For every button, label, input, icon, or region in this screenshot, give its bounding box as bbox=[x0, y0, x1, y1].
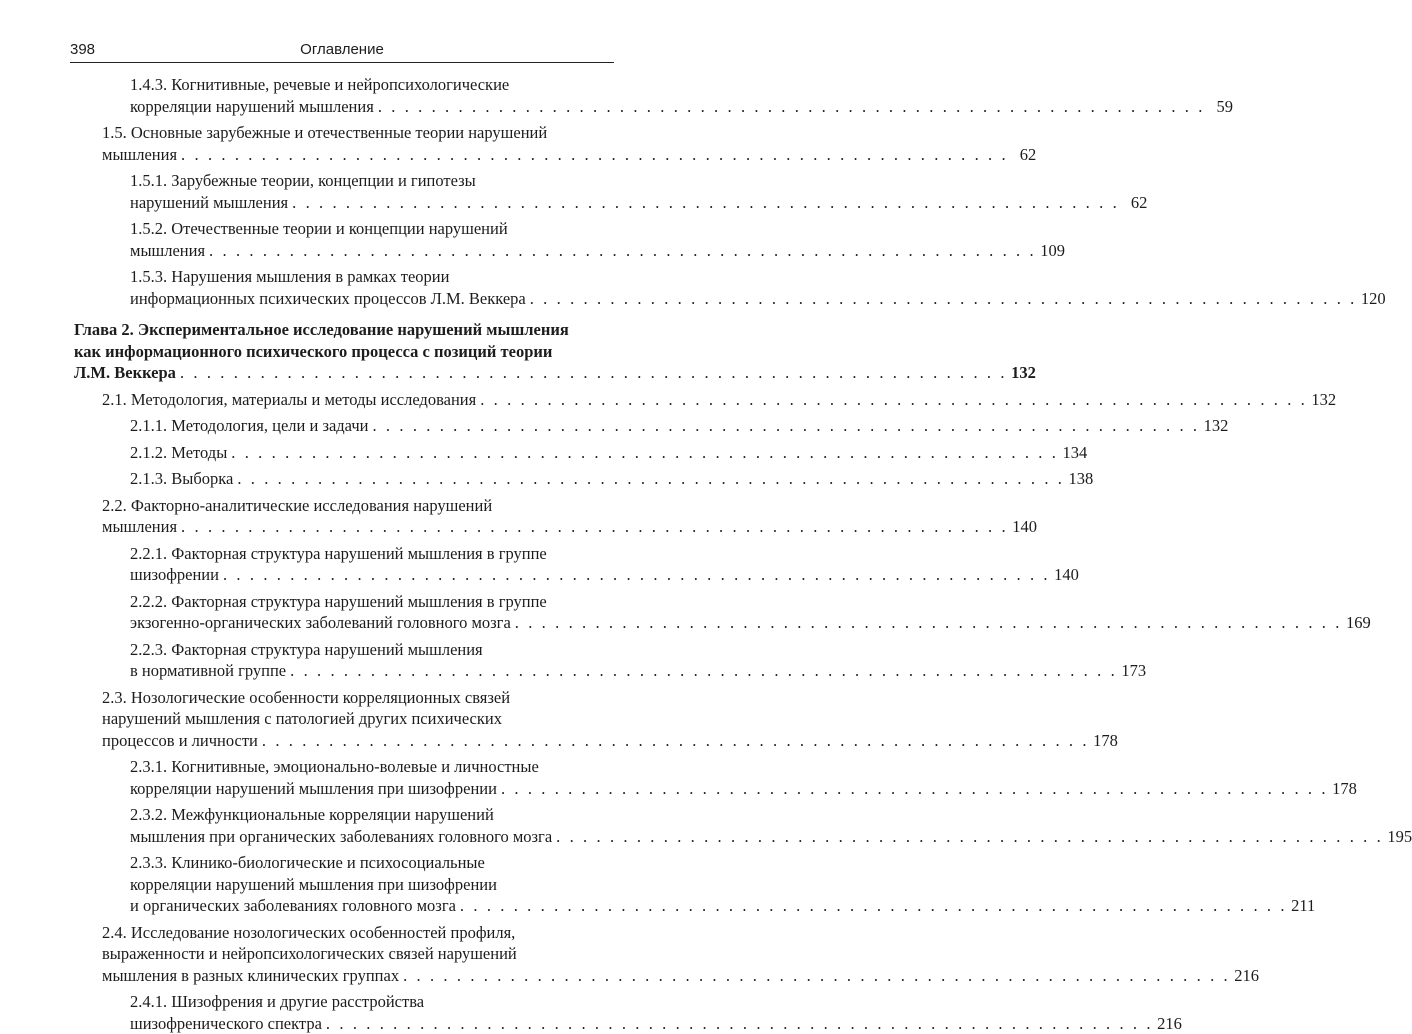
toc-page-number: 120 bbox=[1361, 288, 1386, 310]
toc-entry-line: нарушений мышления bbox=[130, 192, 288, 214]
dot-leader: . . . . . . . . . . . . . . . . . . . . . . . . . . . . . . . . . . . . . . . . . . . . . . . . . . . . . . . . . . . . . . bbox=[460, 895, 1287, 917]
toc-entry-line: 2.2.1. Факторная структура нарушений мышления в группе bbox=[130, 543, 614, 565]
dot-leader: . . . . . . . . . . . . . . . . . . . . . . . . . . . . . . . . . . . . . . . . . . . . . . . . . . . . . . . . . . . . . . bbox=[231, 442, 1058, 464]
running-title: Оглавление bbox=[70, 41, 614, 58]
toc-entry-line: 1.5.3. Нарушения мышления в рамках теории bbox=[130, 266, 614, 288]
toc-entry bbox=[74, 922, 614, 987]
toc-entry bbox=[74, 74, 614, 117]
toc-entry-line: 1.5.1. Зарубежные теории, концепции и гипотезы bbox=[130, 170, 614, 192]
toc-page-number: 211 bbox=[1291, 895, 1315, 917]
toc-entry-last-line bbox=[130, 442, 614, 464]
toc-entry bbox=[74, 389, 614, 411]
toc-entry-last-line bbox=[130, 415, 614, 437]
toc-entry bbox=[74, 266, 614, 309]
toc-entry-line: Глава 2. Экспериментальное исследование нарушений мышления bbox=[74, 319, 614, 341]
toc-entry-line: выраженности и нейропсихологических связей нарушений bbox=[102, 943, 614, 965]
toc-entry-line: 2.4. Исследование нозологических особенностей профиля, bbox=[102, 922, 614, 944]
dot-leader: . . . . . . . . . . . . . . . . . . . . . . . . . . . . . . . . . . . . . . . . . . . . . . . . . . . . . . . . . . . . . . bbox=[292, 192, 1119, 214]
toc-entry bbox=[74, 170, 614, 213]
toc-entry-line: 2.1.2. Методы bbox=[130, 442, 227, 464]
toc-entry-line: в нормативной группе bbox=[130, 660, 286, 682]
toc-page-number: 140 bbox=[1012, 516, 1037, 538]
toc-entry-last-line bbox=[130, 895, 614, 917]
page-number: 398 bbox=[70, 41, 95, 58]
toc-entry-line: как информационного психического процесса с позиций теории bbox=[74, 341, 614, 363]
toc-entry-line: 1.4.3. Когнитивные, речевые и нейропсихологические bbox=[130, 74, 614, 96]
toc-entry bbox=[74, 756, 614, 799]
toc-page-number: 62 bbox=[1012, 144, 1036, 166]
dot-leader: . . . . . . . . . . . . . . . . . . . . . . . . . . . . . . . . . . . . . . . . . . . . . . . . . . . . . . . . . . . . . . bbox=[556, 826, 1383, 848]
toc-entry-line: 1.5.2. Отечественные теории и концепции нарушений bbox=[130, 218, 614, 240]
toc-page-number: 132 bbox=[1204, 415, 1229, 437]
toc-page-number: 62 bbox=[1123, 192, 1147, 214]
toc-entry-last-line bbox=[102, 516, 614, 538]
book-page bbox=[0, 0, 674, 964]
toc-entry-line: информационных психических процессов Л.М. Веккера bbox=[130, 288, 526, 310]
toc-page-number: 195 bbox=[1387, 826, 1412, 848]
dot-leader: . . . . . . . . . . . . . . . . . . . . . . . . . . . . . . . . . . . . . . . . . . . . . . . . . . . . . . . . . . . . . . bbox=[372, 415, 1199, 437]
toc-entry-last-line bbox=[130, 660, 614, 682]
toc-page-number: 109 bbox=[1040, 240, 1065, 262]
toc-entry-last-line bbox=[74, 362, 614, 384]
toc-entry bbox=[74, 852, 614, 917]
toc-page-number: 132 bbox=[1311, 389, 1336, 411]
toc-entry-line: 2.3.3. Клинико-биологические и психосоциальные bbox=[130, 852, 614, 874]
toc-entry-last-line bbox=[102, 389, 614, 411]
toc-entry-line: корреляции нарушений мышления при шизофрении bbox=[130, 874, 614, 896]
toc-entry bbox=[74, 442, 614, 464]
toc-entry bbox=[74, 991, 614, 1034]
dot-leader: . . . . . . . . . . . . . . . . . . . . . . . . . . . . . . . . . . . . . . . . . . . . . . . . . . . . . . . . . . . . . . bbox=[180, 362, 1007, 384]
toc-entry-line: корреляции нарушений мышления bbox=[130, 96, 374, 118]
toc-entry-last-line bbox=[130, 564, 614, 586]
dot-leader: . . . . . . . . . . . . . . . . . . . . . . . . . . . . . . . . . . . . . . . . . . . . . . . . . . . . . . . . . . . . . . bbox=[501, 778, 1328, 800]
dot-leader: . . . . . . . . . . . . . . . . . . . . . . . . . . . . . . . . . . . . . . . . . . . . . . . . . . . . . . . . . . . . . . bbox=[480, 389, 1307, 411]
toc-entry-last-line bbox=[102, 965, 614, 987]
toc-entry-line: 2.2. Факторно-аналитические исследования нарушений bbox=[102, 495, 614, 517]
toc-entry bbox=[74, 468, 614, 490]
dot-leader: . . . . . . . . . . . . . . . . . . . . . . . . . . . . . . . . . . . . . . . . . . . . . . . . . . . . . . . . . . . . . . bbox=[262, 730, 1089, 752]
toc-page-number: 178 bbox=[1332, 778, 1357, 800]
table-of-contents bbox=[74, 74, 614, 1034]
toc-entry-line: мышления bbox=[130, 240, 205, 262]
toc-page-number: 138 bbox=[1069, 468, 1094, 490]
toc-page-number: 59 bbox=[1209, 96, 1233, 118]
toc-page-number: 178 bbox=[1093, 730, 1118, 752]
toc-entry-last-line bbox=[130, 778, 614, 800]
toc-entry bbox=[74, 804, 614, 847]
toc-entry-last-line bbox=[130, 468, 614, 490]
toc-entry-line: 2.4.1. Шизофрения и другие расстройства bbox=[130, 991, 614, 1013]
toc-entry bbox=[74, 639, 614, 682]
toc-entry-last-line bbox=[130, 96, 614, 118]
toc-entry-line: корреляции нарушений мышления при шизофрении bbox=[130, 778, 497, 800]
toc-entry-line: и органических заболеваниях головного мозга bbox=[130, 895, 456, 917]
toc-page-number: 173 bbox=[1121, 660, 1146, 682]
dot-leader: . . . . . . . . . . . . . . . . . . . . . . . . . . . . . . . . . . . . . . . . . . . . . . . . . . . . . . . . . . . . . . bbox=[378, 96, 1205, 118]
toc-entry bbox=[74, 122, 614, 165]
toc-entry-line: 2.3. Нозологические особенности корреляционных связей bbox=[102, 687, 614, 709]
toc-entry-line: процессов и личности bbox=[102, 730, 258, 752]
toc-page-number: 169 bbox=[1346, 612, 1371, 634]
toc-entry bbox=[74, 218, 614, 261]
toc-entry-line: экзогенно-органических заболеваний головного мозга bbox=[130, 612, 511, 634]
toc-entry-line: 2.1.1. Методология, цели и задачи bbox=[130, 415, 368, 437]
toc-entry-line: 2.2.3. Факторная структура нарушений мышления bbox=[130, 639, 614, 661]
toc-entry-line: мышления в разных клинических группах bbox=[102, 965, 399, 987]
toc-entry-line: шизофренического спектра bbox=[130, 1013, 322, 1034]
dot-leader: . . . . . . . . . . . . . . . . . . . . . . . . . . . . . . . . . . . . . . . . . . . . . . . . . . . . . . . . . . . . . . bbox=[223, 564, 1050, 586]
dot-leader: . . . . . . . . . . . . . . . . . . . . . . . . . . . . . . . . . . . . . . . . . . . . . . . . . . . . . . . . . . . . . . bbox=[181, 516, 1008, 538]
toc-page-number: 140 bbox=[1054, 564, 1079, 586]
toc-entry-last-line bbox=[102, 730, 614, 752]
dot-leader: . . . . . . . . . . . . . . . . . . . . . . . . . . . . . . . . . . . . . . . . . . . . . . . . . . . . . . . . . . . . . . bbox=[209, 240, 1036, 262]
toc-entry-line: 2.3.1. Когнитивные, эмоционально-волевые и личностные bbox=[130, 756, 614, 778]
toc-entry bbox=[74, 543, 614, 586]
toc-entry-line: мышления bbox=[102, 516, 177, 538]
toc-entry-line: 2.3.2. Межфункциональные корреляции нарушений bbox=[130, 804, 614, 826]
toc-page-number: 132 bbox=[1011, 362, 1036, 384]
toc-entry-last-line bbox=[130, 826, 614, 848]
dot-leader: . . . . . . . . . . . . . . . . . . . . . . . . . . . . . . . . . . . . . . . . . . . . . . . . . . . . . . . . . . . . . . bbox=[290, 660, 1117, 682]
toc-entry bbox=[74, 495, 614, 538]
page-header bbox=[70, 40, 614, 63]
toc-entry-last-line bbox=[130, 192, 614, 214]
toc-entry-line: 2.1.3. Выборка bbox=[130, 468, 233, 490]
toc-entry-last-line bbox=[130, 240, 614, 262]
dot-leader: . . . . . . . . . . . . . . . . . . . . . . . . . . . . . . . . . . . . . . . . . . . . . . . . . . . . . . . . . . . . . . bbox=[237, 468, 1064, 490]
toc-entry bbox=[74, 415, 614, 437]
toc-entry-last-line bbox=[130, 288, 614, 310]
dot-leader: . . . . . . . . . . . . . . . . . . . . . . . . . . . . . . . . . . . . . . . . . . . . . . . . . . . . . . . . . . . . . . bbox=[530, 288, 1357, 310]
dot-leader: . . . . . . . . . . . . . . . . . . . . . . . . . . . . . . . . . . . . . . . . . . . . . . . . . . . . . . . . . . . . . . bbox=[326, 1013, 1153, 1034]
toc-chapter-entry bbox=[74, 319, 614, 384]
toc-page-number: 134 bbox=[1062, 442, 1087, 464]
toc-page-number: 216 bbox=[1234, 965, 1259, 987]
toc-entry-line: нарушений мышления с патологией других психических bbox=[102, 708, 614, 730]
toc-entry-line: 1.5. Основные зарубежные и отечественные теории нарушений bbox=[102, 122, 614, 144]
toc-page-number: 216 bbox=[1157, 1013, 1182, 1034]
toc-entry bbox=[74, 591, 614, 634]
dot-leader: . . . . . . . . . . . . . . . . . . . . . . . . . . . . . . . . . . . . . . . . . . . . . . . . . . . . . . . . . . . . . . bbox=[403, 965, 1230, 987]
toc-entry bbox=[74, 687, 614, 752]
toc-entry-last-line bbox=[130, 612, 614, 634]
toc-entry-line: 2.1. Методология, материалы и методы исследования bbox=[102, 389, 476, 411]
toc-entry-last-line bbox=[102, 144, 614, 166]
toc-entry-line: мышления bbox=[102, 144, 177, 166]
toc-entry-line: мышления при органических заболеваниях головного мозга bbox=[130, 826, 552, 848]
toc-entry-line: Л.М. Веккера bbox=[74, 362, 176, 384]
toc-entry-last-line bbox=[130, 1013, 614, 1034]
toc-entry-line: 2.2.2. Факторная структура нарушений мышления в группе bbox=[130, 591, 614, 613]
dot-leader: . . . . . . . . . . . . . . . . . . . . . . . . . . . . . . . . . . . . . . . . . . . . . . . . . . . . . . . . . . . . . . bbox=[515, 612, 1342, 634]
toc-entry-line: шизофрении bbox=[130, 564, 219, 586]
dot-leader: . . . . . . . . . . . . . . . . . . . . . . . . . . . . . . . . . . . . . . . . . . . . . . . . . . . . . . . . . . . . . . bbox=[181, 144, 1008, 166]
